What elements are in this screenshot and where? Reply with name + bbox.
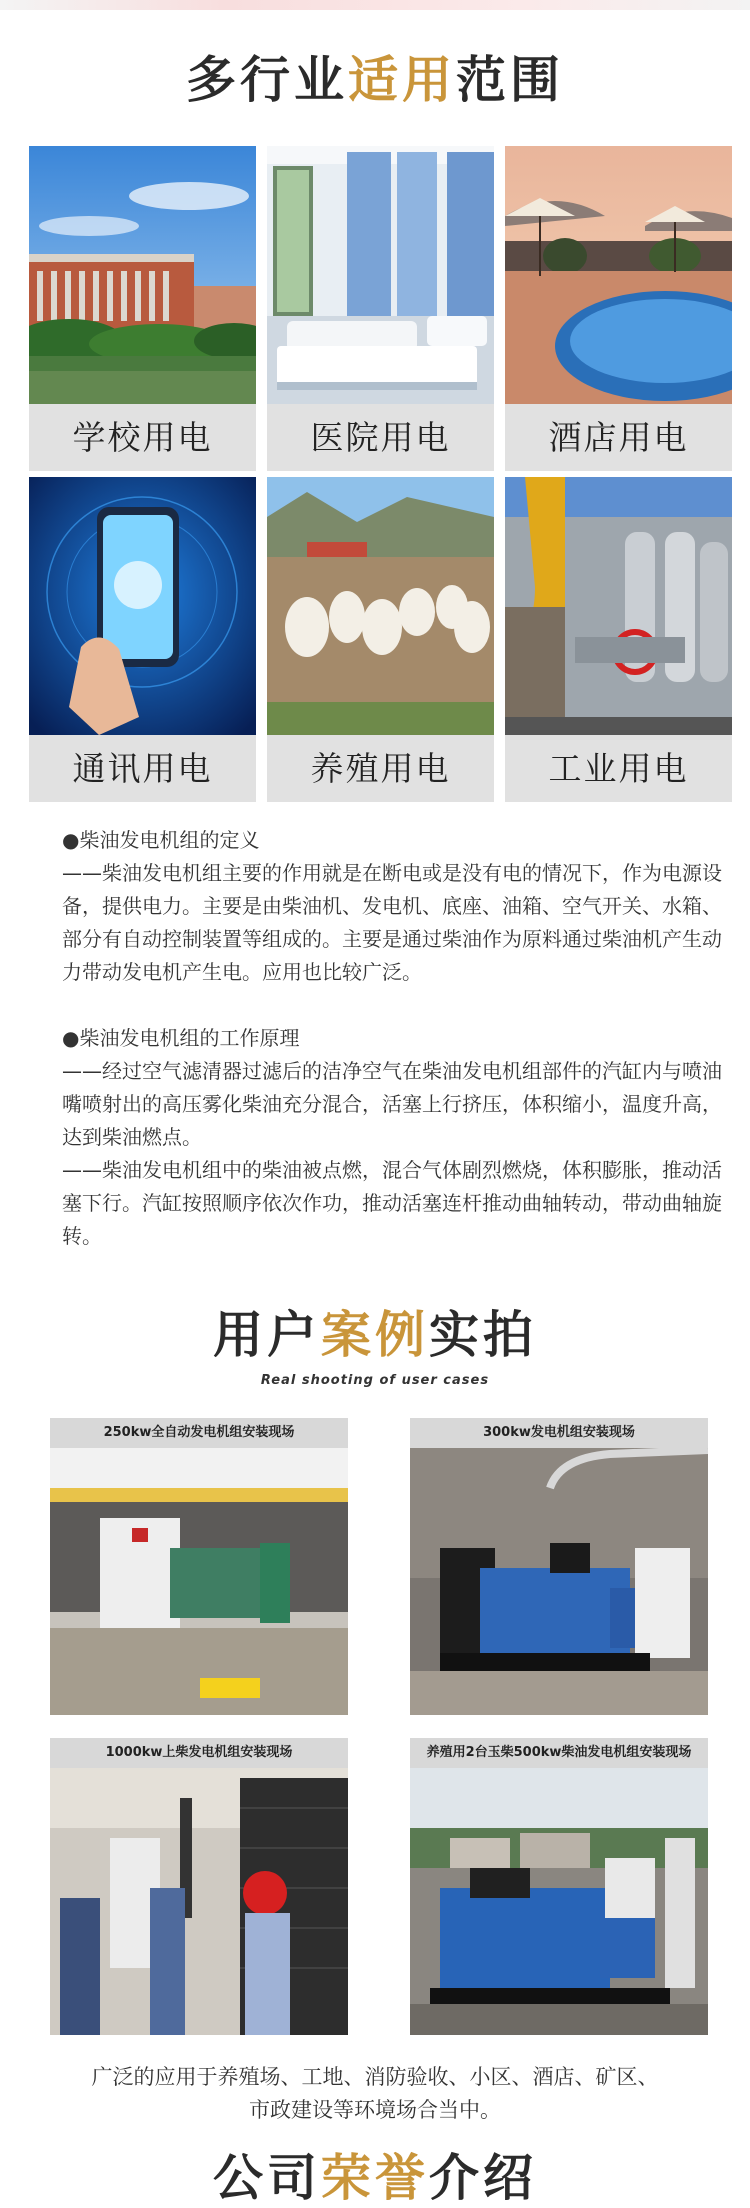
tile-caption: 学校用电	[29, 404, 256, 471]
case-card	[50, 1418, 348, 1715]
case-card	[50, 1738, 348, 2035]
case-photo	[50, 1448, 348, 1715]
industry-tile-hotel	[505, 146, 732, 471]
case-card	[410, 1418, 708, 1715]
title-part: 多行业	[186, 51, 348, 109]
goat-farm-photo	[267, 477, 494, 735]
title-part-gold: 案例	[321, 1306, 429, 1364]
hotel-pool-photo	[505, 146, 732, 404]
section-subtitle-cases: Real shooting of user cases	[260, 1373, 490, 1388]
case-label: 300kw发电机组安装现场	[410, 1418, 708, 1448]
title-part: 范围	[456, 51, 564, 109]
title-part-gold: 荣誉	[321, 2149, 429, 2207]
smartphone-photo	[29, 477, 256, 735]
principle-paragraph-1: ——经过空气滤清器过滤后的洁净空气在柴油发电机组部件的汽缸内与喷油嘴喷射出的高压雾化柴油充分混合，活塞上行挤压，体积缩小，温度升高，达到柴油燃点。	[62, 1059, 722, 1149]
case-label: 250kw全自动发电机组安装现场	[50, 1418, 348, 1448]
tile-caption: 酒店用电	[505, 404, 732, 471]
principle-paragraph-2: ——柴油发电机组中的柴油被点燃，混合气体剧烈燃烧，体积膨胀，推动活塞下行。汽缸按照顺序依次作功，推动活塞连杆推动曲轴转动，带动曲轴旋转。	[62, 1158, 722, 1248]
title-part: 实拍	[429, 1306, 537, 1364]
title-part: 用户	[213, 1306, 321, 1364]
case-photo	[410, 1448, 708, 1715]
tile-caption: 医院用电	[267, 404, 494, 471]
industry-tile-hospital	[267, 146, 494, 471]
definition-paragraph: ——柴油发电机组主要的作用就是在断电或是没有电的情况下，作为电源设备，提供电力。主要是由柴油机、发电机、底座、油箱、空气开关、水箱、部分有自动控制装置等组成的。主要是通过柴油作为原料通过柴油机产生动力带动发电机产生电。应用也比较广泛。	[62, 861, 722, 984]
applications-line-2: 市政建设等环境场合当中。	[249, 2098, 501, 2122]
applications-line-1: 广泛的应用于养殖场、工地、消防验收、小区、酒店、矿区、	[91, 2065, 659, 2089]
case-photo	[50, 1768, 348, 2035]
industry-tile-school	[29, 146, 256, 471]
tile-caption: 养殖用电	[267, 735, 494, 802]
tile-caption: 工业用电	[505, 735, 732, 802]
title-part-gold: 适用	[348, 51, 456, 109]
section-title-industries	[0, 50, 750, 110]
industry-tile-industry	[505, 477, 732, 802]
title-part: 介绍	[429, 2149, 537, 2207]
title-part: 公司	[213, 2149, 321, 2207]
definition-heading: ●柴油发电机组的定义	[62, 828, 260, 852]
section-title-cases	[0, 1305, 750, 1365]
school-building-photo	[29, 146, 256, 404]
section-title-honors	[0, 2148, 750, 2208]
hospital-ward-photo	[267, 146, 494, 404]
industry-tile-telecom	[29, 477, 256, 802]
case-card	[410, 1738, 708, 2035]
industry-tile-farming	[267, 477, 494, 802]
industrial-pipes-photo	[505, 477, 732, 735]
case-photo	[410, 1768, 708, 2035]
case-label: 1000kw上柴发电机组安装现场	[50, 1738, 348, 1768]
top-gradient-bar	[0, 0, 750, 10]
case-label: 养殖用2台玉柴500kw柴油发电机组安装现场	[410, 1738, 708, 1768]
principle-heading: ●柴油发电机组的工作原理	[62, 1026, 300, 1050]
tile-caption: 通讯用电	[29, 735, 256, 802]
